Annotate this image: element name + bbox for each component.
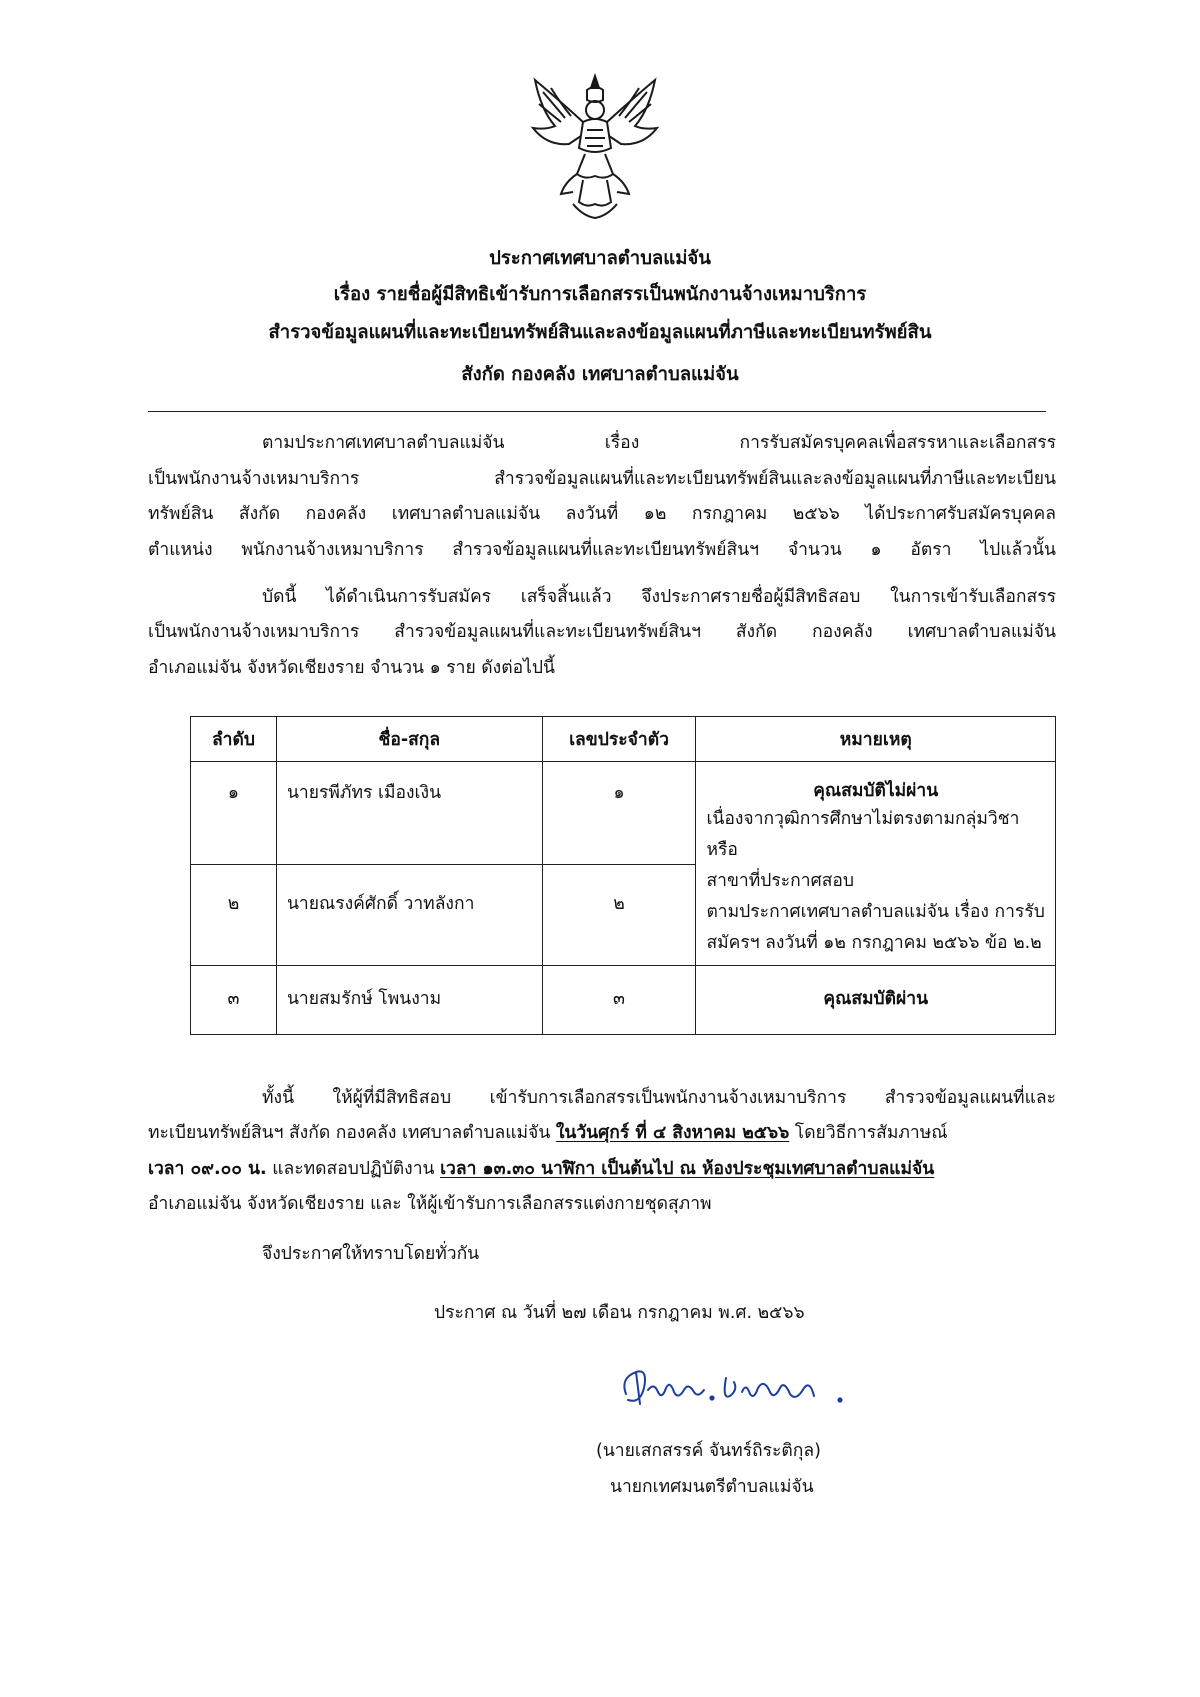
- paragraph-1-line: เป็นพนักงานจ้างเหมาบริการ สำรวจข้อมูลแผนที่และทะเบียนทรัพย์สินและลงข้อมูลแผนที่ภาษีและทะเบียน: [148, 469, 1056, 489]
- paragraph-2-line: บัดนี้ ได้ดำเนินการรับสมัคร เสร็จสิ้นแล้ว จึงประกาศรายชื่อผู้มีสิทธิสอบ ในการเข้ารับเลือกสรร: [262, 587, 1056, 607]
- paragraph-3-text: และทดสอบปฏิบัติงาน: [266, 1159, 441, 1179]
- paragraph-2-line: เป็นพนักงานจ้างเหมาบริการ สำรวจข้อมูลแผนที่และทะเบียนทรัพย์สินฯ สังกัด กองคลัง เทศบาลตำบลแม่จัน: [148, 622, 1056, 642]
- column-header-name: ชื่อ-สกุล: [276, 717, 542, 762]
- column-header-remark: หมายเหตุ: [696, 717, 1056, 762]
- candidates-table: [190, 716, 1056, 1035]
- row-order: ๒: [227, 894, 240, 914]
- remark-fail-line: สาขาที่ประกาศสอบ: [706, 871, 855, 891]
- paragraph-3-text: ทะเบียนทรัพย์สินฯ สังกัด กองคลัง เทศบาลตำบลแม่จัน: [148, 1123, 556, 1143]
- row-id: ๒: [613, 894, 625, 914]
- table-row: [191, 762, 1056, 865]
- paragraph-3-line: [148, 1154, 1056, 1182]
- paragraph-3-line: อำเภอแม่จัน จังหวัดเชียงราย และ ให้ผู้เข้ารับการเลือกสรรแต่งกายชุดสุภาพ: [148, 1194, 712, 1214]
- row-name: นายสมรักษ์ โพนงาม: [286, 989, 442, 1009]
- paragraph-1-line: ตามประกาศเทศบาลตำบลแม่จัน เรื่อง การรับสมัครบุคคลเพื่อสรรหาและเลือกสรร: [262, 433, 1056, 453]
- announcement-date: ประกาศ ณ วันที่ ๒๗ เดือน กรกฎาคม พ.ศ. ๒๕๖๖: [434, 1303, 805, 1323]
- signer-name: (นายเสกสรรค์ จันทร์ถิระติกุล): [596, 1441, 821, 1461]
- header-line-3: สำรวจข้อมูลแผนที่และทะเบียนทรัพย์สินและลงข้อมูลแผนที่ภาษีและทะเบียนทรัพย์สิน: [268, 322, 932, 343]
- column-header-order: ลำดับ: [191, 717, 277, 762]
- closing-statement: จึงประกาศให้ทราบโดยทั่วกัน: [262, 1244, 480, 1264]
- practical-test-time-place: เวลา ๑๓.๓๐ นาฬิกา เป็นต้นไป ณ ห้องประชุมเทศบาลตำบลแม่จัน: [440, 1159, 935, 1179]
- row-id: ๑: [613, 783, 625, 803]
- remark-pass: คุณสมบัติผ่าน: [823, 989, 929, 1009]
- paragraph-3-line: [148, 1118, 1056, 1146]
- remark-fail-line: สมัครฯ ลงวันที่ ๑๒ กรกฎาคม ๒๕๖๖ ข้อ ๒.๒: [706, 933, 1042, 953]
- paragraph-3-text: โดยวิธีการสัมภาษณ์: [789, 1123, 948, 1143]
- row-name: นายรพีภัทร เมืองเงิน: [286, 783, 442, 803]
- header-line-1: ประกาศเทศบาลตำบลแม่จัน: [489, 248, 711, 269]
- signer-position: นายกเทศมนตรีตำบลแม่จัน: [610, 1477, 814, 1497]
- paragraph-3-line: ทั้งนี้ ให้ผู้ที่มีสิทธิสอบ เข้ารับการเลือกสรรเป็นพนักงานจ้างเหมาบริการ สำรวจข้อมูลแผนที่และ: [262, 1088, 1056, 1108]
- remark-fail-cell: [696, 762, 1056, 966]
- exam-date: ในวันศุกร์ ที่ ๔ สิงหาคม ๒๕๖๖: [555, 1123, 790, 1143]
- signature-icon: [614, 1360, 874, 1416]
- header-divider: [148, 411, 1046, 412]
- paragraph-1-line: ทรัพย์สิน สังกัด กองคลัง เทศบาลตำบลแม่จัน ลงวันที่ ๑๒ กรกฎาคม ๒๕๖๖ ได้ประกาศรับสมัครบุคคล: [148, 504, 1056, 524]
- remark-fail-title: คุณสมบัติไม่ผ่าน: [813, 781, 939, 801]
- paragraph-1-line: ตำแหน่ง พนักงานจ้างเหมาบริการ สำรวจข้อมูลแผนที่และทะเบียนทรัพย์สินฯ จำนวน ๑ อัตรา ไปแล้วนั้น: [148, 540, 1056, 560]
- row-name: นายณรงค์ศักดิ์ วาทลังกา: [286, 894, 475, 914]
- column-header-id: เลขประจำตัว: [542, 717, 696, 762]
- garuda-emblem-icon: [525, 70, 665, 222]
- paragraph-2-line: อำเภอแม่จัน จังหวัดเชียงราย จำนวน ๑ ราย ดังต่อไปนี้: [148, 658, 555, 678]
- interview-time: เวลา ๐๙.๐๐ น.: [148, 1159, 267, 1179]
- row-order: ๓: [227, 989, 240, 1009]
- row-id: ๓: [613, 989, 625, 1009]
- table-header-row: [191, 717, 1056, 762]
- table-row: [191, 966, 1056, 1035]
- row-order: ๑: [227, 783, 240, 803]
- remark-fail-line: เนื่องจากวุฒิการศึกษาไม่ตรงตามกลุ่มวิชาหรือ: [706, 809, 1020, 860]
- header-line-4: สังกัด กองคลัง เทศบาลตำบลแม่จัน: [461, 364, 739, 385]
- header-subject: เรื่อง รายชื่อผู้มีสิทธิเข้ารับการเลือกสรรเป็นพนักงานจ้างเหมาบริการ: [333, 284, 867, 305]
- remark-fail-line: ตามประกาศเทศบาลตำบลแม่จัน เรื่อง การรับ: [706, 902, 1045, 922]
